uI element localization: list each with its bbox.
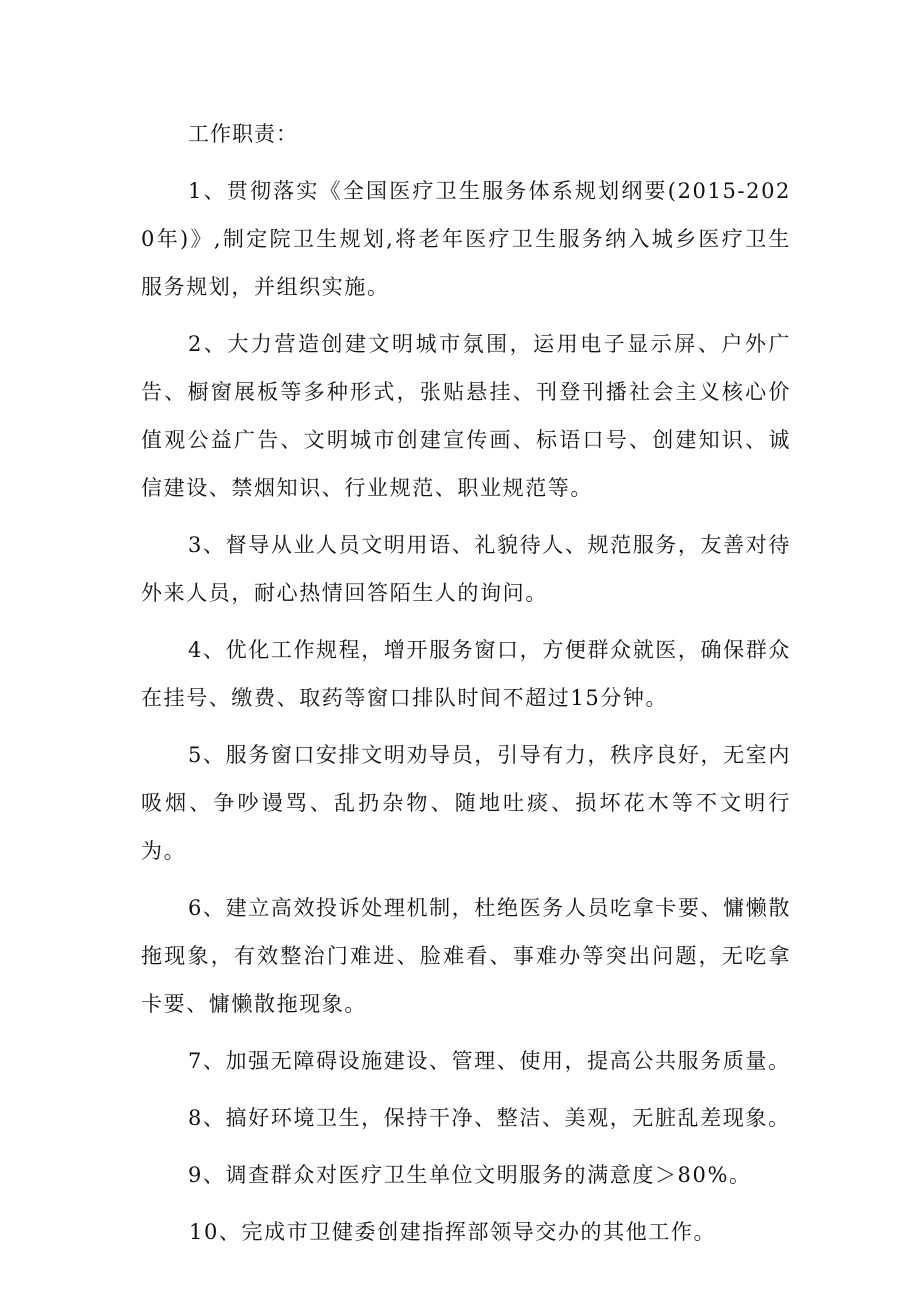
duty-item-7: 7、加强无障碍设施建设、管理、使用，提高公共服务质量。 bbox=[188, 1049, 791, 1073]
section-heading: 工作职责： bbox=[188, 122, 298, 146]
document-body bbox=[141, 110, 791, 1256]
duty-item-4: 4、优化工作规程，增开服务窗口，方便群众就医，确保群众在挂号、缴费、取药等窗口排队时间不超过15分钟。 bbox=[141, 638, 791, 710]
duty-item-1: 1、贯彻落实《全国医疗卫生服务体系规划纲要(2015-2020年)》,制定院卫生规划,将老年医疗卫生服务纳入城乡医疗卫生服务规划，并组织实施。 bbox=[141, 179, 791, 299]
duty-item-2: 2、大力营造创建文明城市氛围，运用电子显示屏、户外广告、橱窗展板等多种形式，张贴悬挂、刊登刊播社会主义核心价值观公益广告、文明城市创建宣传画、标语口号、创建知识、诚信建设、禁烟知识、行业规范、职业规范等。 bbox=[141, 332, 791, 500]
duty-item-6: 6、建立高效投诉处理机制，杜绝医务人员吃拿卡要、慵懒散拖现象，有效整治门难进、脸难看、事难办等突出问题，无吃拿卡要、慵懒散拖现象。 bbox=[141, 896, 791, 1016]
duty-item-5: 5、服务窗口安排文明劝导员，引导有力，秩序良好，无室内吸烟、争吵谩骂、乱扔杂物、随地吐痰、损坏花木等不文明行为。 bbox=[141, 743, 791, 863]
duty-item-3: 3、督导从业人员文明用语、礼貌待人、规范服务，友善对待外来人员，耐心热情回答陌生人的询问。 bbox=[141, 533, 791, 605]
duty-item-9: 9、调查群众对医疗卫生单位文明服务的满意度＞80%。 bbox=[188, 1163, 752, 1187]
duty-item-10: 10、完成市卫健委创建指挥部领导交办的其他工作。 bbox=[189, 1220, 717, 1244]
duty-item-8: 8、搞好环境卫生，保持干净、整洁、美观，无脏乱差现象。 bbox=[188, 1106, 791, 1130]
